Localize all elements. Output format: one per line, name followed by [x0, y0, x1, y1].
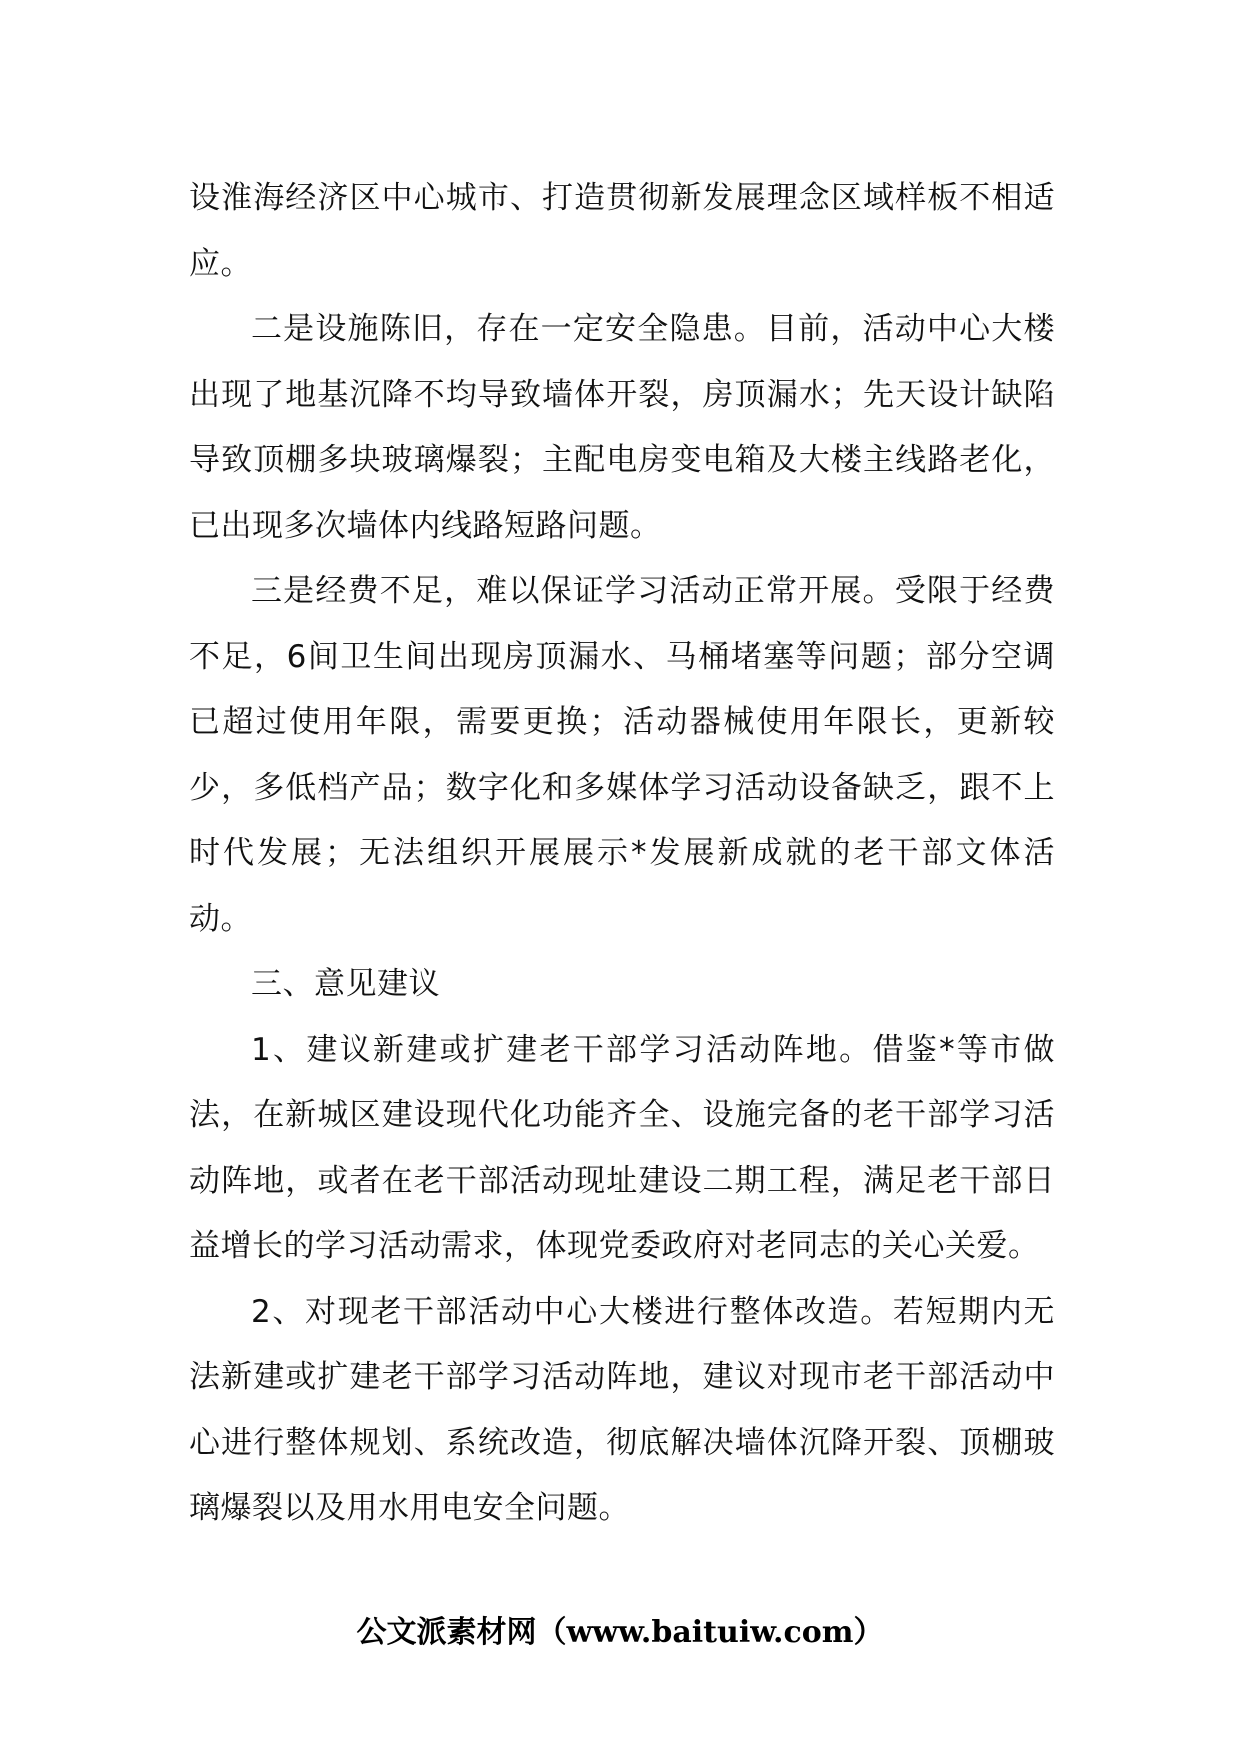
paragraph-suggestion-1: 1、建议新建或扩建老干部学习活动阵地。借鉴*等市做法，在新城区建设现代化功能齐全、设施完备的老干部学习活动阵地，或者在老干部活动现址建设二期工程，满足老干部日益增长的学习活动需求，体现党委政府对老同志的关心关爱。 — [189, 1031, 1055, 1264]
document-body — [189, 166, 1055, 1542]
paragraph-continuation: 设淮海经济区中心城市、打造贯彻新发展理念区域样板不相适应。 — [189, 180, 1055, 282]
paragraph-funding-issue: 三是经费不足，难以保证学习活动正常开展。受限于经费不足，6间卫生间出现房顶漏水、马桶堵塞等问题；部分空调已超过使用年限，需要更换；活动器械使用年限长，更新较少，多低档产品；数字化和多媒体学习活动设备缺乏，跟不上时代发展；无法组织开展展示*发展新成就的老干部文体活动。 — [189, 573, 1055, 937]
paragraph-facilities-issue: 二是设施陈旧，存在一定安全隐患。目前，活动中心大楼出现了地基沉降不均导致墙体开裂，房顶漏水；先天设计缺陷导致顶棚多块玻璃爆裂；主配电房变电箱及大楼主线路老化，已出现多次墙体内线路短路问题。 — [189, 311, 1055, 544]
footer-watermark-text: 公文派素材网（www.baituiw.com） — [356, 1615, 884, 1650]
paragraph-suggestion-2: 2、对现老干部活动中心大楼进行整体改造。若短期内无法新建或扩建老干部学习活动阵地，建议对现市老干部活动中心进行整体规划、系统改造，彻底解决墙体沉降开裂、顶棚玻璃爆裂以及用水用电安全问题。 — [189, 1293, 1055, 1526]
section-heading-suggestions: 三、意见建议 — [251, 966, 440, 1002]
